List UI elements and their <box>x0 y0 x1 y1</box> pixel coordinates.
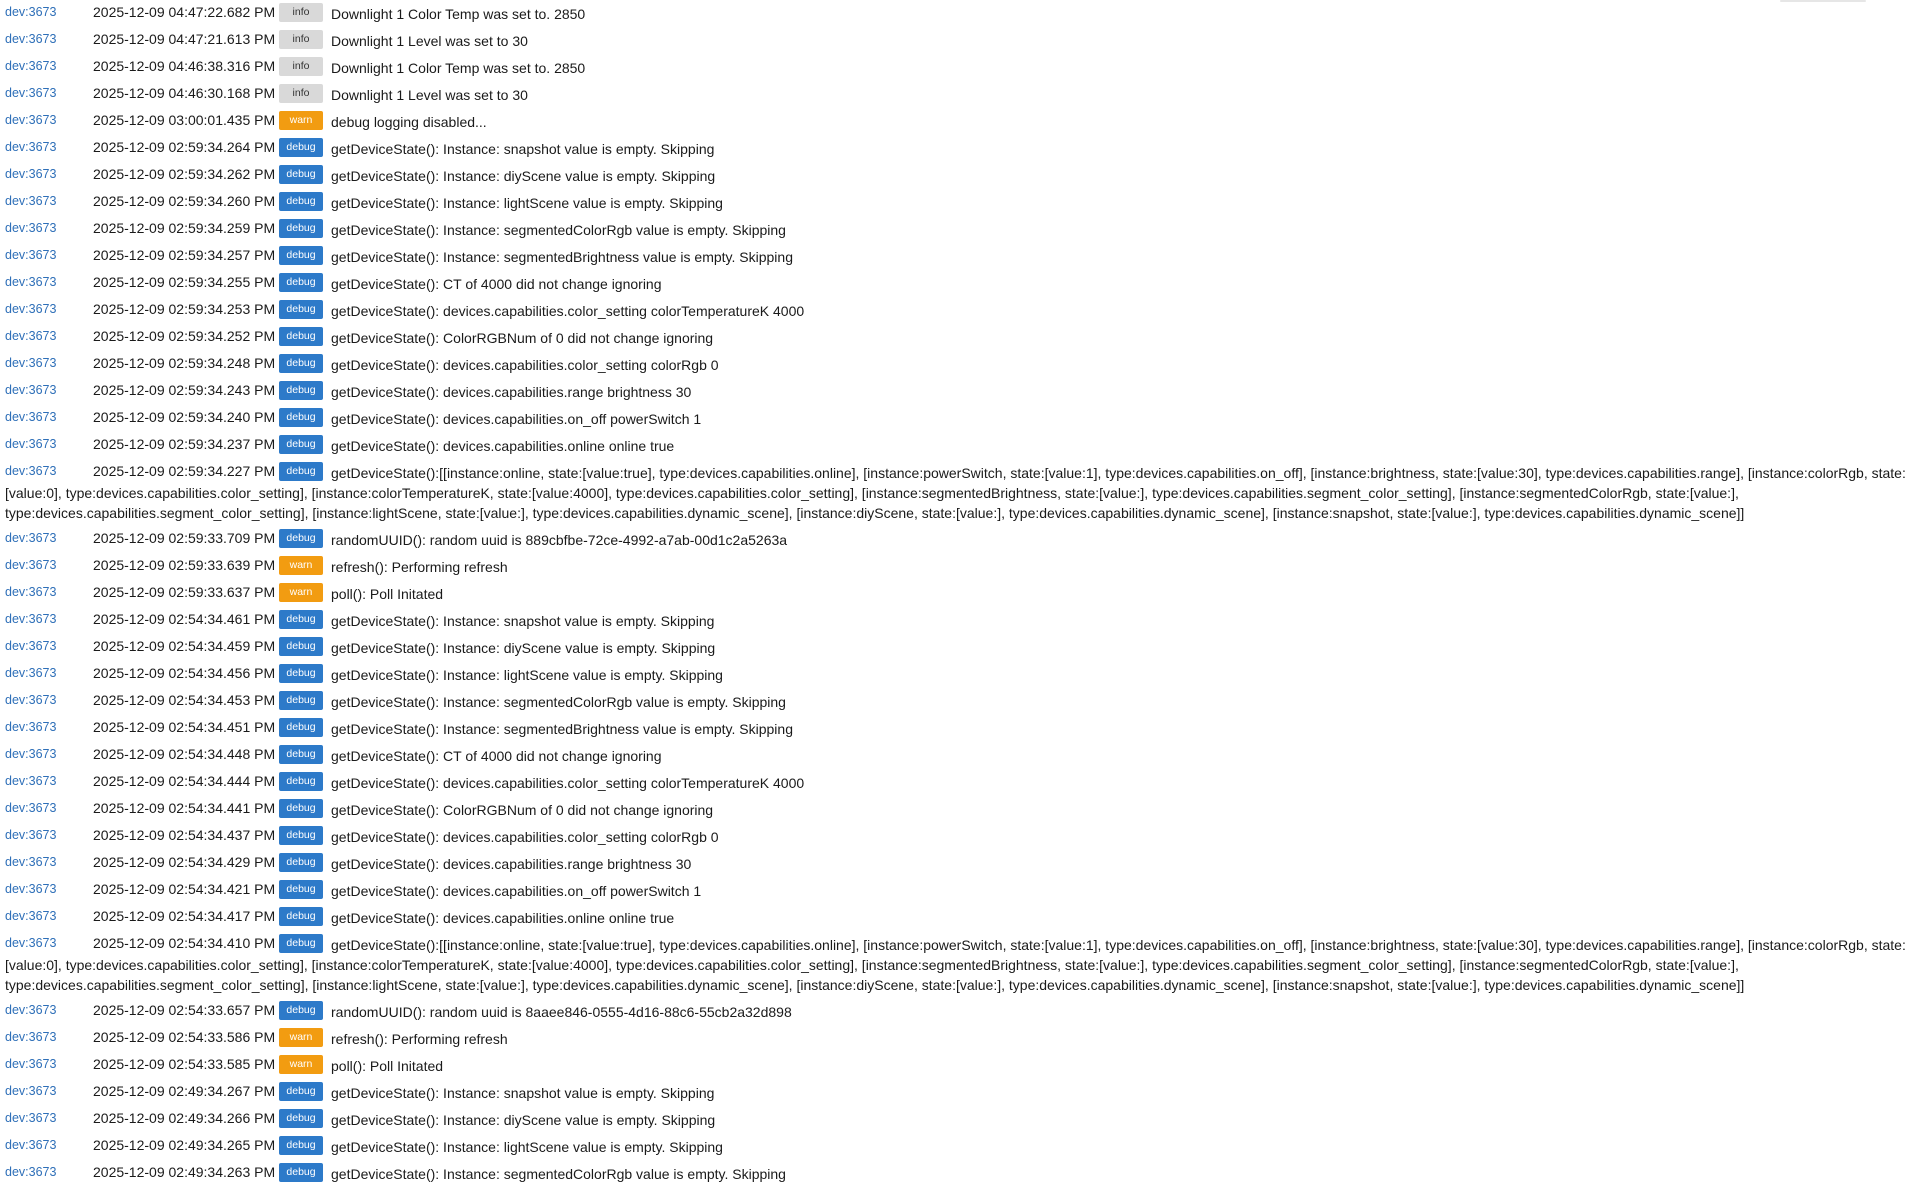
log-message: getDeviceState(): devices.capabilities.color_setting colorRgb 0 <box>331 829 719 845</box>
log-level-badge: debug <box>279 462 323 481</box>
log-entry <box>0 0 1920 27</box>
device-link[interactable]: dev:3673 <box>5 1165 57 1179</box>
log-entry <box>0 108 1920 135</box>
log-level-badge: debug <box>279 1082 323 1101</box>
log-timestamp: 2025-12-09 02:54:34.451 PM <box>93 719 276 735</box>
log-timestamp: 2025-12-09 04:46:30.168 PM <box>93 85 276 101</box>
log-level-badge: debug <box>279 1109 323 1128</box>
device-link[interactable]: dev:3673 <box>5 720 57 734</box>
device-link[interactable]: dev:3673 <box>5 1030 57 1044</box>
log-timestamp: 2025-12-09 02:54:34.437 PM <box>93 827 276 843</box>
device-link[interactable]: dev:3673 <box>5 1084 57 1098</box>
log-level-badge: debug <box>279 853 323 872</box>
device-link[interactable]: dev:3673 <box>5 194 57 208</box>
log-message: refresh(): Performing refresh <box>331 559 508 575</box>
log-level-badge: debug <box>279 637 323 656</box>
log-message: getDeviceState(): devices.capabilities.online online true <box>331 438 675 454</box>
device-link[interactable]: dev:3673 <box>5 828 57 842</box>
log-message: randomUUID(): random uuid is 8aaee846-0555-4d16-88c6-55cb2a32d898 <box>331 1004 792 1020</box>
log-level-badge: info <box>279 30 323 49</box>
log-message: getDeviceState(): devices.capabilities.color_setting colorTemperatureK 4000 <box>331 775 805 791</box>
device-link[interactable]: dev:3673 <box>5 936 57 950</box>
log-entry <box>0 1133 1920 1160</box>
device-link[interactable]: dev:3673 <box>5 693 57 707</box>
log-timestamp: 2025-12-09 04:47:22.682 PM <box>93 4 276 20</box>
log-timestamp: 2025-12-09 02:54:34.410 PM <box>93 935 276 951</box>
log-message: getDeviceState(): Instance: lightScene value is empty. Skipping <box>331 195 723 211</box>
device-link[interactable]: dev:3673 <box>5 612 57 626</box>
device-link[interactable]: dev:3673 <box>5 666 57 680</box>
log-entry <box>0 580 1920 607</box>
log-message: poll(): Poll Initated <box>331 1058 444 1074</box>
log-timestamp: 2025-12-09 02:59:34.262 PM <box>93 166 276 182</box>
log-level-badge: debug <box>279 934 323 953</box>
log-entry <box>0 189 1920 216</box>
log-message: getDeviceState(): Instance: segmentedColorRgb value is empty. Skipping <box>331 1166 786 1182</box>
device-link[interactable]: dev:3673 <box>5 774 57 788</box>
device-link[interactable]: dev:3673 <box>5 747 57 761</box>
log-level-badge: debug <box>279 718 323 737</box>
log-entry <box>0 931 1920 998</box>
log-entry <box>0 459 1920 526</box>
log-entry <box>0 823 1920 850</box>
log-message: Downlight 1 Level was set to 30 <box>331 33 528 49</box>
log-level-badge: debug <box>279 664 323 683</box>
log-message: getDeviceState(): devices.capabilities.color_setting colorRgb 0 <box>331 357 719 373</box>
log-message: refresh(): Performing refresh <box>331 1031 508 1047</box>
log-timestamp: 2025-12-09 02:54:34.417 PM <box>93 908 276 924</box>
log-message: debug logging disabled... <box>331 114 487 130</box>
device-link[interactable]: dev:3673 <box>5 1057 57 1071</box>
device-link[interactable]: dev:3673 <box>5 1138 57 1152</box>
log-level-badge: debug <box>279 745 323 764</box>
log-message: getDeviceState(): Instance: snapshot value is empty. Skipping <box>331 613 715 629</box>
log-level-badge: debug <box>279 691 323 710</box>
log-timestamp: 2025-12-09 02:59:34.240 PM <box>93 409 276 425</box>
device-link[interactable]: dev:3673 <box>5 437 57 451</box>
log-message: getDeviceState(): Instance: segmentedColorRgb value is empty. Skipping <box>331 694 786 710</box>
log-level-badge: debug <box>279 826 323 845</box>
log-entry <box>0 270 1920 297</box>
log-entry <box>0 135 1920 162</box>
log-entry <box>0 432 1920 459</box>
log-level-badge: debug <box>279 246 323 265</box>
log-message: getDeviceState(): Instance: lightScene value is empty. Skipping <box>331 1139 723 1155</box>
device-link[interactable]: dev:3673 <box>5 221 57 235</box>
log-entry <box>0 351 1920 378</box>
log-message: getDeviceState(): devices.capabilities.on_off powerSwitch 1 <box>331 883 702 899</box>
device-link[interactable]: dev:3673 <box>5 801 57 815</box>
log-timestamp: 2025-12-09 02:59:34.252 PM <box>93 328 276 344</box>
device-link[interactable]: dev:3673 <box>5 909 57 923</box>
log-timestamp: 2025-12-09 04:47:21.613 PM <box>93 31 276 47</box>
log-level-badge: debug <box>279 610 323 629</box>
log-entry <box>0 27 1920 54</box>
log-timestamp: 2025-12-09 02:59:34.227 PM <box>93 463 276 479</box>
log-message: getDeviceState(): ColorRGBNum of 0 did not change ignoring <box>331 802 714 818</box>
log-timestamp: 2025-12-09 02:54:34.459 PM <box>93 638 276 654</box>
log-entry <box>0 297 1920 324</box>
log-message: getDeviceState(): devices.capabilities.on_off powerSwitch 1 <box>331 411 702 427</box>
log-level-badge: debug <box>279 300 323 319</box>
log-level-badge: debug <box>279 1001 323 1020</box>
log-timestamp: 2025-12-09 02:54:34.456 PM <box>93 665 276 681</box>
log-level-badge: debug <box>279 799 323 818</box>
log-timestamp: 2025-12-09 02:59:33.709 PM <box>93 530 276 546</box>
device-link[interactable]: dev:3673 <box>5 86 57 100</box>
log-entry <box>0 243 1920 270</box>
log-level-badge: info <box>279 3 323 22</box>
log-level-badge: debug <box>279 354 323 373</box>
log-timestamp: 2025-12-09 02:54:34.448 PM <box>93 746 276 762</box>
log-entry <box>0 378 1920 405</box>
log-entry <box>0 998 1920 1025</box>
device-link[interactable]: dev:3673 <box>5 5 57 19</box>
log-timestamp: 2025-12-09 04:46:38.316 PM <box>93 58 276 74</box>
device-link[interactable]: dev:3673 <box>5 882 57 896</box>
log-message: getDeviceState(): Instance: diyScene value is empty. Skipping <box>331 168 716 184</box>
log-entry <box>0 607 1920 634</box>
log-message: getDeviceState(): Instance: diyScene value is empty. Skipping <box>331 1112 716 1128</box>
log-level-badge: debug <box>279 408 323 427</box>
log-timestamp: 2025-12-09 02:59:34.253 PM <box>93 301 276 317</box>
device-link[interactable]: dev:3673 <box>5 329 57 343</box>
log-message: getDeviceState(): devices.capabilities.color_setting colorTemperatureK 4000 <box>331 303 805 319</box>
log-entry <box>0 742 1920 769</box>
device-link[interactable]: dev:3673 <box>5 140 57 154</box>
log-timestamp: 2025-12-09 02:59:34.237 PM <box>93 436 276 452</box>
log-entry <box>0 1025 1920 1052</box>
log-timestamp: 2025-12-09 02:59:34.248 PM <box>93 355 276 371</box>
log-entry <box>0 688 1920 715</box>
log-entry <box>0 634 1920 661</box>
log-message: getDeviceState(): ColorRGBNum of 0 did not change ignoring <box>331 330 714 346</box>
log-message: poll(): Poll Initated <box>331 586 444 602</box>
log-message: getDeviceState(): CT of 4000 did not change ignoring <box>331 748 662 764</box>
device-link[interactable]: dev:3673 <box>5 531 57 545</box>
log-message: getDeviceState(): devices.capabilities.online online true <box>331 910 675 926</box>
log-entry <box>0 1106 1920 1133</box>
log-entry <box>0 769 1920 796</box>
log-entry <box>0 81 1920 108</box>
log-entry <box>0 1079 1920 1106</box>
log-level-badge: debug <box>279 529 323 548</box>
log-level-badge: debug <box>279 435 323 454</box>
log-timestamp: 2025-12-09 02:54:34.441 PM <box>93 800 276 816</box>
log-timestamp: 2025-12-09 02:59:34.259 PM <box>93 220 276 236</box>
log-entry <box>0 877 1920 904</box>
log-entry <box>0 1160 1920 1187</box>
log-timestamp: 2025-12-09 02:54:34.429 PM <box>93 854 276 870</box>
log-message: Downlight 1 Color Temp was set to. 2850 <box>331 6 586 22</box>
log-message: getDeviceState(): Instance: diyScene value is empty. Skipping <box>331 640 716 656</box>
device-link[interactable]: dev:3673 <box>5 113 57 127</box>
log-level-badge: info <box>279 57 323 76</box>
log-message: getDeviceState(): devices.capabilities.range brightness 30 <box>331 384 692 400</box>
log-timestamp: 2025-12-09 02:49:34.263 PM <box>93 1164 276 1180</box>
log-entry <box>0 850 1920 877</box>
log-timestamp: 2025-12-09 02:59:34.260 PM <box>93 193 276 209</box>
log-level-badge: warn <box>279 1028 323 1047</box>
log-level-badge: debug <box>279 880 323 899</box>
log-level-badge: debug <box>279 273 323 292</box>
log-entry <box>0 904 1920 931</box>
device-link[interactable]: dev:3673 <box>5 464 57 478</box>
log-entry <box>0 216 1920 243</box>
log-entry <box>0 54 1920 81</box>
log-entry <box>0 661 1920 688</box>
log-level-badge: debug <box>279 192 323 211</box>
log-entry <box>0 162 1920 189</box>
log-message: getDeviceState(): devices.capabilities.range brightness 30 <box>331 856 692 872</box>
log-entry <box>0 324 1920 351</box>
log-level-badge: debug <box>279 327 323 346</box>
log-timestamp: 2025-12-09 02:54:34.453 PM <box>93 692 276 708</box>
device-link[interactable]: dev:3673 <box>5 383 57 397</box>
log-timestamp: 2025-12-09 02:54:34.444 PM <box>93 773 276 789</box>
log-entry <box>0 796 1920 823</box>
log-message: getDeviceState(): CT of 4000 did not change ignoring <box>331 276 662 292</box>
device-link[interactable]: dev:3673 <box>5 59 57 73</box>
log-timestamp: 2025-12-09 02:54:33.585 PM <box>93 1056 276 1072</box>
log-timestamp: 2025-12-09 02:54:34.461 PM <box>93 611 276 627</box>
log-entry <box>0 1052 1920 1079</box>
device-link[interactable]: dev:3673 <box>5 302 57 316</box>
log-entry <box>0 553 1920 580</box>
device-link[interactable]: dev:3673 <box>5 275 57 289</box>
device-link[interactable]: dev:3673 <box>5 167 57 181</box>
log-timestamp: 2025-12-09 02:49:34.265 PM <box>93 1137 276 1153</box>
log-message: getDeviceState():[[instance:online, state:[value:true], type:devices.capabilities.online], [instance:powerSwitch, state:[value:1], type:devices.capabilities.on_off], [instance:brightness, state:[value:30], type:devices.capabilities.range], [instance:colorRgb, state:[value:0], type:devices.capabilities.color_setting], [instance:colorTemperatureK, state:[value:4000], type:devices.capabilities.color_setting], [instance:segmentedBrightness, state:[value:], type:devices.capabilities.segment_color_setting], [instance:segmentedColorRgb, state:[value:], type:devices.capabilities.segment_color_setting], [instance:lightScene, state:[value:], type:devices.capabilities.dynamic_scene], [instance:diyScene, state:[value:], type:devices.capabilities.dynamic_scene], [instance:snapshot, state:[value:], type:devices.capabilities.dynamic_scene]] <box>5 465 1906 521</box>
log-level-badge: debug <box>279 907 323 926</box>
log-message: getDeviceState(): Instance: segmentedBrightness value is empty. Skipping <box>331 249 793 265</box>
log-level-badge: info <box>279 84 323 103</box>
log-level-badge: debug <box>279 219 323 238</box>
log-timestamp: 2025-12-09 02:59:34.243 PM <box>93 382 276 398</box>
log-entry <box>0 526 1920 553</box>
log-message: getDeviceState(): Instance: snapshot value is empty. Skipping <box>331 141 715 157</box>
log-timestamp: 2025-12-09 02:59:33.639 PM <box>93 557 276 573</box>
log-timestamp: 2025-12-09 02:54:33.586 PM <box>93 1029 276 1045</box>
log-level-badge: warn <box>279 556 323 575</box>
log-timestamp: 2025-12-09 02:59:34.255 PM <box>93 274 276 290</box>
log-timestamp: 2025-12-09 02:59:34.257 PM <box>93 247 276 263</box>
log-message: getDeviceState(): Instance: segmentedBrightness value is empty. Skipping <box>331 721 793 737</box>
log-level-badge: debug <box>279 1163 323 1182</box>
log-timestamp: 2025-12-09 02:49:34.267 PM <box>93 1083 276 1099</box>
log-entry <box>0 715 1920 742</box>
log-message: getDeviceState():[[instance:online, state:[value:true], type:devices.capabilities.online], [instance:powerSwitch, state:[value:1], type:devices.capabilities.on_off], [instance:brightness, state:[value:30], type:devices.capabilities.range], [instance:colorRgb, state:[value:0], type:devices.capabilities.color_setting], [instance:colorTemperatureK, state:[value:4000], type:devices.capabilities.color_setting], [instance:segmentedBrightness, state:[value:], type:devices.capabilities.segment_color_setting], [instance:segmentedColorRgb, state:[value:], type:devices.capabilities.segment_color_setting], [instance:lightScene, state:[value:], type:devices.capabilities.dynamic_scene], [instance:diyScene, state:[value:], type:devices.capabilities.dynamic_scene], [instance:snapshot, state:[value:], type:devices.capabilities.dynamic_scene]] <box>5 937 1906 993</box>
log-message: Downlight 1 Level was set to 30 <box>331 87 528 103</box>
log-message: getDeviceState(): Instance: snapshot value is empty. Skipping <box>331 1085 715 1101</box>
device-link[interactable]: dev:3673 <box>5 410 57 424</box>
log-level-badge: debug <box>279 772 323 791</box>
log-message: Downlight 1 Color Temp was set to. 2850 <box>331 60 586 76</box>
log-timestamp: 2025-12-09 02:54:34.421 PM <box>93 881 276 897</box>
device-link[interactable]: dev:3673 <box>5 32 57 46</box>
log-level-badge: debug <box>279 381 323 400</box>
device-link[interactable]: dev:3673 <box>5 639 57 653</box>
log-message: randomUUID(): random uuid is 889cbfbe-72ce-4992-a7ab-00d1c2a5263a <box>331 532 788 548</box>
log-entry <box>0 405 1920 432</box>
log-timestamp: 2025-12-09 02:54:33.657 PM <box>93 1002 276 1018</box>
log-level-badge: debug <box>279 165 323 184</box>
device-link[interactable]: dev:3673 <box>5 248 57 262</box>
device-link[interactable]: dev:3673 <box>5 855 57 869</box>
log-message: getDeviceState(): Instance: segmentedColorRgb value is empty. Skipping <box>331 222 786 238</box>
log-timestamp: 2025-12-09 02:49:34.266 PM <box>93 1110 276 1126</box>
log-message: getDeviceState(): Instance: lightScene value is empty. Skipping <box>331 667 723 683</box>
log-level-badge: warn <box>279 1055 323 1074</box>
log-level-badge: debug <box>279 1136 323 1155</box>
scrollbar[interactable] <box>1780 0 1866 2</box>
device-link[interactable]: dev:3673 <box>5 356 57 370</box>
device-link[interactable]: dev:3673 <box>5 558 57 572</box>
device-link[interactable]: dev:3673 <box>5 1003 57 1017</box>
log-level-badge: warn <box>279 583 323 602</box>
log-level-badge: debug <box>279 138 323 157</box>
device-link[interactable]: dev:3673 <box>5 1111 57 1125</box>
device-link[interactable]: dev:3673 <box>5 585 57 599</box>
log-timestamp: 2025-12-09 03:00:01.435 PM <box>93 112 276 128</box>
log-level-badge: warn <box>279 111 323 130</box>
log-timestamp: 2025-12-09 02:59:33.637 PM <box>93 584 276 600</box>
log-timestamp: 2025-12-09 02:59:34.264 PM <box>93 139 276 155</box>
